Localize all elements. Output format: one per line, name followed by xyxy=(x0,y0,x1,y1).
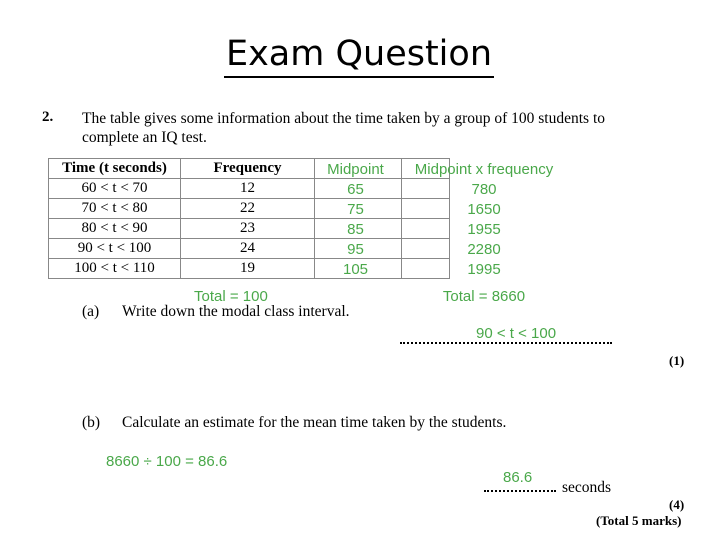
question-number: 2. xyxy=(42,109,54,125)
total-marks: (Total 5 marks) xyxy=(596,513,682,528)
seconds-label: seconds xyxy=(562,479,612,496)
part-b-answer: 86.6 xyxy=(503,469,533,486)
part-b-text: Calculate an estimate for the mean time taken by the students. xyxy=(122,414,507,431)
mxf-value: 780 xyxy=(471,181,497,198)
midpoint-value: 65 xyxy=(347,181,364,198)
time-cell: 90 < t < 100 xyxy=(49,239,181,259)
frequency-cell: 22 xyxy=(181,199,315,219)
header-frequency: Frequency xyxy=(181,159,315,179)
title-underline xyxy=(224,76,494,78)
question-intro-line1: The table gives some information about the time taken by a group of 100 students to xyxy=(82,110,606,127)
mxf-value: 2280 xyxy=(467,241,501,258)
frequency-cell: 12 xyxy=(181,179,315,199)
time-cell: 80 < t < 90 xyxy=(49,219,181,239)
part-b-working: 8660 ÷ 100 = 86.6 xyxy=(106,453,228,470)
part-a-letter: (a) xyxy=(82,303,100,320)
part-b-letter: (b) xyxy=(82,414,101,431)
midpoint-value: 75 xyxy=(347,201,364,218)
question-intro xyxy=(82,109,622,147)
frequency-cell: 24 xyxy=(181,239,315,259)
midpoint-value: 85 xyxy=(347,221,364,238)
time-cell: 60 < t < 70 xyxy=(49,179,181,199)
header-time: Time (t seconds) xyxy=(49,159,181,179)
total-mxf: Total = 8660 xyxy=(442,288,526,305)
slide-title: Exam Question xyxy=(225,34,493,74)
part-a-text: Write down the modal class interval. xyxy=(122,303,350,320)
midpoint-value: 105 xyxy=(342,261,369,278)
total-frequency: Total = 100 xyxy=(194,288,268,305)
mxf-value: 1650 xyxy=(467,201,501,218)
midpoint-header: Midpoint xyxy=(327,161,384,178)
midpoint-annotation xyxy=(312,160,399,280)
mxf-header: Midpoint x frequency xyxy=(414,161,554,178)
mxf-annotation xyxy=(402,160,566,280)
answer-line-a xyxy=(400,342,612,344)
mxf-value: 1955 xyxy=(467,221,501,238)
part-b-marks: (4) xyxy=(669,497,685,512)
mxf-value: 1995 xyxy=(467,261,501,278)
time-cell: 100 < t < 110 xyxy=(49,259,181,279)
frequency-cell: 19 xyxy=(181,259,315,279)
midpoint-value: 95 xyxy=(347,241,364,258)
question-intro-line2: complete an IQ test. xyxy=(82,129,207,146)
frequency-cell: 23 xyxy=(181,219,315,239)
part-a-marks: (1) xyxy=(669,353,685,368)
answer-line-b xyxy=(484,490,556,492)
part-a-answer: 90 < t < 100 xyxy=(476,325,557,342)
time-cell: 70 < t < 80 xyxy=(49,199,181,219)
